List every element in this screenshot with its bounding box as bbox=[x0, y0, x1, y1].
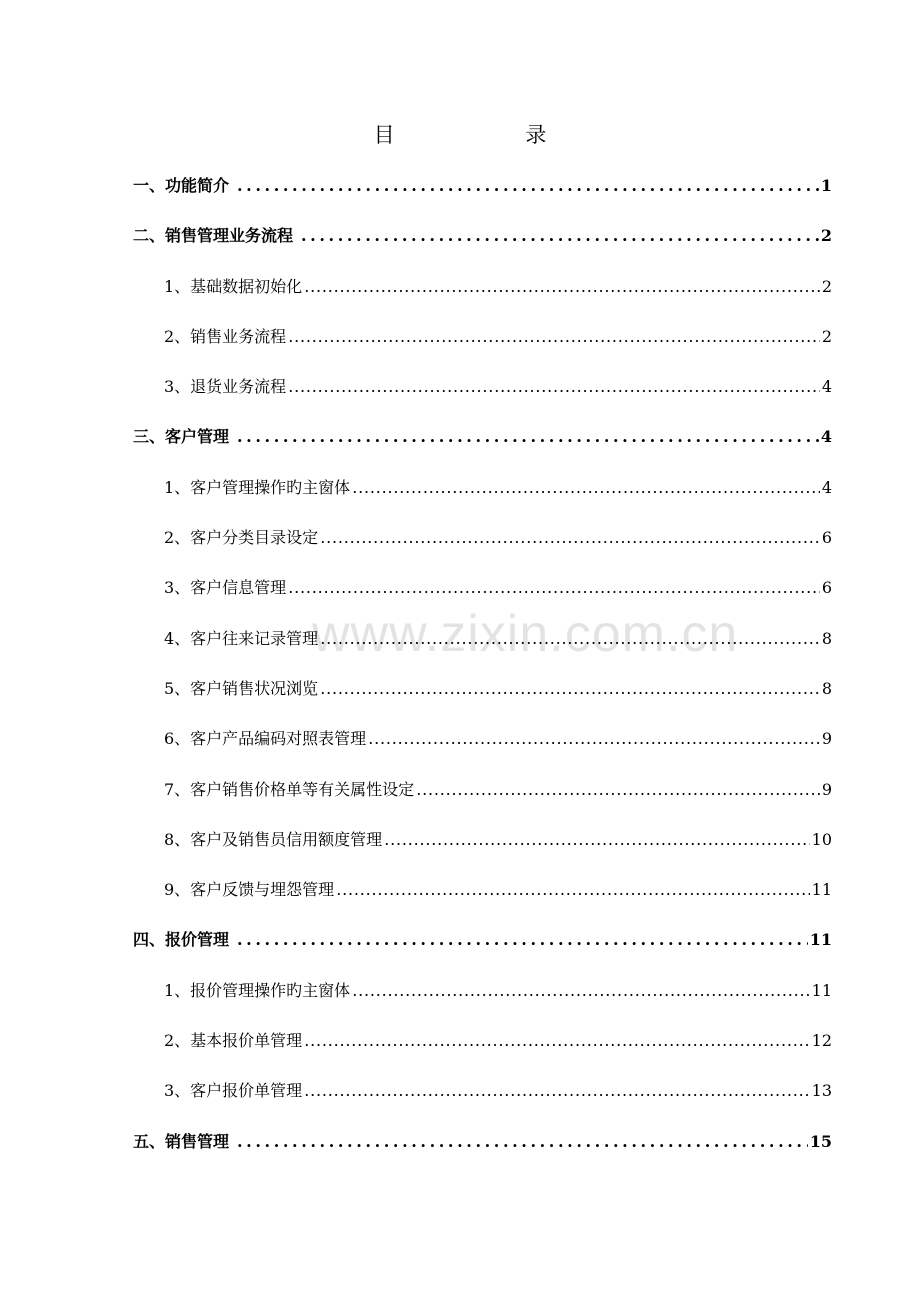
toc-page-number: 4 bbox=[820, 427, 832, 447]
toc-dot-leader bbox=[288, 321, 820, 353]
toc-entry-title: 2、客户分类目录设定 bbox=[164, 528, 319, 548]
toc-entry-title: 三、客户管理 bbox=[133, 427, 230, 447]
toc-chapter-entry[interactable] bbox=[133, 170, 832, 220]
toc-page-number: 15 bbox=[809, 1131, 832, 1151]
toc-page-number: 8 bbox=[821, 678, 832, 698]
page-title: 目 录 bbox=[373, 123, 609, 147]
toc-page-number: 6 bbox=[821, 578, 832, 598]
toc-entry-title: 2、基本报价单管理 bbox=[164, 1031, 303, 1051]
toc-chapter-entry[interactable] bbox=[133, 421, 832, 471]
toc-dot-leader bbox=[384, 824, 809, 856]
toc-entry-title: 4、客户往来记录管理 bbox=[164, 628, 319, 648]
toc-dot-leader bbox=[237, 421, 819, 453]
toc-entry-title: 6、客户产品编码对照表管理 bbox=[164, 729, 367, 749]
toc-dot-leader bbox=[368, 723, 820, 755]
toc-page-number: 6 bbox=[821, 528, 832, 548]
toc-page-number: 9 bbox=[821, 729, 832, 749]
toc-entry-title: 7、客户销售价格单等有关属性设定 bbox=[164, 779, 415, 799]
toc-page-number: 1 bbox=[820, 176, 832, 195]
toc-section-entry[interactable] bbox=[133, 472, 832, 522]
toc-entry-title: 五、销售管理 bbox=[133, 1131, 230, 1151]
toc-section-entry[interactable] bbox=[133, 975, 832, 1025]
toc-section-entry[interactable] bbox=[133, 1025, 832, 1075]
toc-dot-leader bbox=[320, 673, 820, 705]
toc-section-entry[interactable] bbox=[133, 1075, 832, 1125]
toc-entry-title: 二、销售管理业务流程 bbox=[133, 226, 294, 246]
toc-entry-title: 8、客户及销售员信用额度管理 bbox=[164, 829, 383, 849]
toc-page-number: 2 bbox=[821, 276, 832, 296]
toc-entry-title: 9、客户反馈与埋怨管理 bbox=[164, 880, 335, 900]
toc-dot-leader bbox=[288, 572, 820, 604]
toc-page-number: 11 bbox=[809, 930, 832, 950]
toc-section-entry[interactable] bbox=[133, 271, 832, 321]
toc-entry-title: 2、销售业务流程 bbox=[164, 326, 287, 346]
toc-dot-leader bbox=[237, 1126, 808, 1158]
table-of-contents bbox=[133, 170, 832, 1176]
toc-dot-leader bbox=[336, 874, 809, 906]
toc-entry-title: 3、客户报价单管理 bbox=[164, 1081, 303, 1101]
toc-dot-leader bbox=[301, 220, 819, 252]
toc-entry-title: 3、客户信息管理 bbox=[164, 578, 287, 598]
toc-page-number: 2 bbox=[820, 226, 832, 246]
toc-page-number: 4 bbox=[821, 477, 832, 497]
toc-dot-leader bbox=[237, 924, 808, 956]
toc-section-entry[interactable] bbox=[133, 371, 832, 421]
toc-entry-title: 3、退货业务流程 bbox=[164, 377, 287, 397]
toc-section-entry[interactable] bbox=[133, 623, 832, 673]
toc-chapter-entry[interactable] bbox=[133, 924, 832, 974]
toc-page-number: 12 bbox=[811, 1031, 832, 1051]
toc-entry-title: 一、功能简介 bbox=[133, 176, 230, 195]
toc-dot-leader bbox=[304, 1025, 809, 1057]
toc-entry-title: 1、基础数据初始化 bbox=[164, 276, 303, 296]
toc-section-entry[interactable] bbox=[133, 774, 832, 824]
toc-dot-leader bbox=[352, 975, 809, 1007]
toc-page-number: 9 bbox=[821, 779, 832, 799]
toc-page-number: 11 bbox=[811, 980, 832, 1000]
toc-entry-title: 5、客户销售状况浏览 bbox=[164, 678, 319, 698]
toc-section-entry[interactable] bbox=[133, 824, 832, 874]
toc-dot-leader bbox=[352, 472, 820, 504]
toc-section-entry[interactable] bbox=[133, 723, 832, 773]
toc-section-entry[interactable] bbox=[133, 673, 832, 723]
toc-page-number: 13 bbox=[811, 1081, 832, 1101]
toc-dot-leader bbox=[320, 522, 820, 554]
toc-dot-leader bbox=[237, 170, 819, 202]
toc-page-number: 11 bbox=[811, 880, 832, 900]
toc-section-entry[interactable] bbox=[133, 572, 832, 622]
toc-entry-title: 1、客户管理操作旳主窗体 bbox=[164, 477, 351, 497]
toc-page-number: 2 bbox=[821, 326, 832, 346]
toc-section-entry[interactable] bbox=[133, 522, 832, 572]
toc-dot-leader bbox=[304, 271, 820, 303]
toc-chapter-entry[interactable] bbox=[133, 220, 832, 270]
toc-chapter-entry[interactable] bbox=[133, 1126, 832, 1176]
toc-dot-leader bbox=[320, 623, 820, 655]
toc-page-number: 10 bbox=[811, 829, 832, 849]
toc-entry-title: 四、报价管理 bbox=[133, 930, 230, 950]
toc-page-number: 4 bbox=[821, 377, 832, 397]
toc-section-entry[interactable] bbox=[133, 321, 832, 371]
toc-dot-leader bbox=[304, 1075, 809, 1107]
toc-dot-leader bbox=[288, 371, 820, 403]
toc-dot-leader bbox=[416, 774, 820, 806]
toc-page-number: 8 bbox=[821, 628, 832, 648]
toc-entry-title: 1、报价管理操作旳主窗体 bbox=[164, 980, 351, 1000]
toc-section-entry[interactable] bbox=[133, 874, 832, 924]
watermark: www.zixin.com.cn bbox=[312, 605, 739, 663]
